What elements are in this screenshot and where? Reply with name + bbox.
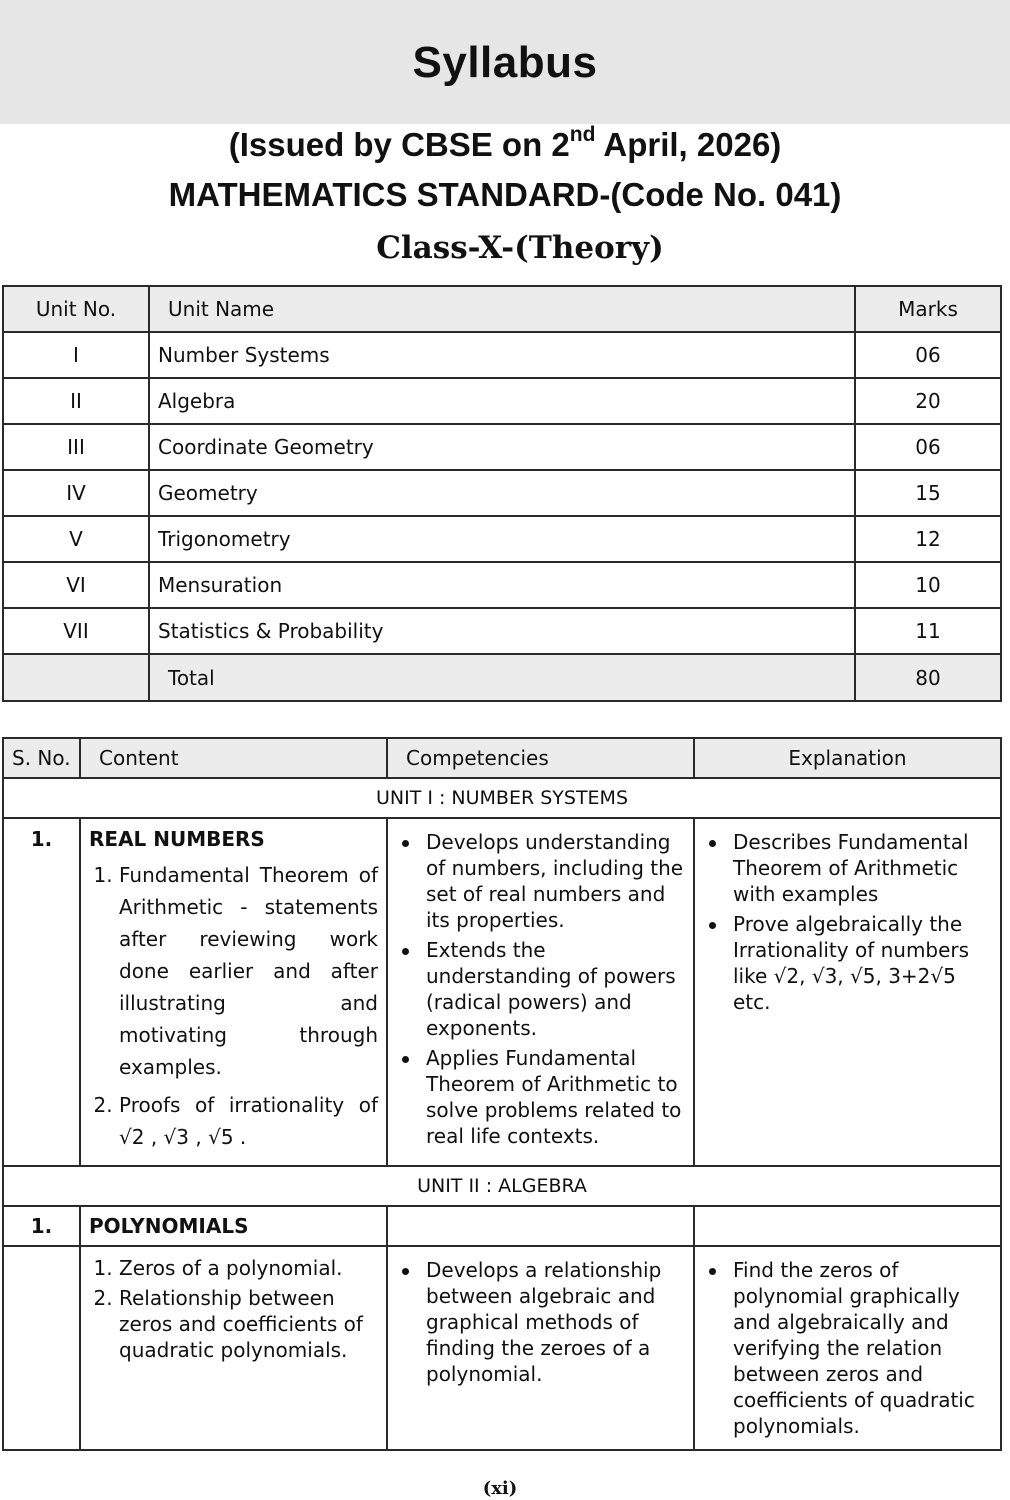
header-content: Content <box>80 738 387 778</box>
unit-name: Trigonometry <box>149 516 855 562</box>
list-item: Describes Fundamental Theorem of Arithmetic with examples <box>703 829 992 907</box>
bullet-icon <box>402 1056 409 1063</box>
table-row <box>3 424 1001 470</box>
topic-heading: POLYNOMIALS <box>80 1206 387 1246</box>
topic-list <box>89 859 378 1153</box>
table-row <box>3 562 1001 608</box>
unit-marks: 11 <box>855 608 1001 654</box>
header-marks: Marks <box>855 286 1001 332</box>
header-unit-no: Unit No. <box>3 286 149 332</box>
list-item: 2. Proofs of irrationality of √2 , √3 , √5 . <box>119 1089 378 1153</box>
bullet-icon <box>709 922 716 929</box>
list-item: 2. Relationship between zeros and coefficients of quadratic polynomials. <box>119 1285 378 1363</box>
header-sno: S. No. <box>3 738 80 778</box>
unit-marks: 12 <box>855 516 1001 562</box>
content-row <box>3 818 1001 1166</box>
unit-number: VII <box>3 608 149 654</box>
unit-marks: 10 <box>855 562 1001 608</box>
bullet-icon <box>709 1268 716 1275</box>
list-item: Develops a relationship between algebraic and graphical methods of finding the zeroes of a polynomial. <box>396 1257 685 1387</box>
total-marks: 80 <box>855 654 1001 701</box>
unit-number: I <box>3 332 149 378</box>
unit-heading-row <box>3 1166 1001 1206</box>
table-row <box>3 608 1001 654</box>
header-explanation: Explanation <box>694 738 1001 778</box>
list-item: Extends the understanding of powers (radical powers) and exponents. <box>396 937 685 1041</box>
list-item: Prove algebraically the Irrationality of numbers like √2, √3, √5, 3+2√5 etc. <box>703 911 992 1015</box>
class-title: Class-X-(Theory) <box>376 230 664 266</box>
bullet-icon <box>402 840 409 847</box>
content-cell <box>80 818 387 1166</box>
explanation-list <box>703 1257 992 1439</box>
explanation-cell <box>694 818 1001 1166</box>
unit-name: Geometry <box>149 470 855 516</box>
explanation-cell <box>694 1246 1001 1450</box>
list-item: 1. Zeros of a polynomial. <box>119 1255 378 1281</box>
unit-name: Algebra <box>149 378 855 424</box>
unit-name: Coordinate Geometry <box>149 424 855 470</box>
page-title: Syllabus <box>412 38 598 87</box>
topic-list <box>89 1255 378 1363</box>
list-item: Applies Fundamental Theorem of Arithmetic to solve problems related to real life contexts. <box>396 1045 685 1149</box>
competencies-cell <box>387 1246 694 1450</box>
content-header-row <box>3 738 1001 778</box>
marks-header-row <box>3 286 1001 332</box>
total-label: Total <box>149 654 855 701</box>
list-item: Develops understanding of numbers, including the set of real numbers and its properties. <box>396 829 685 933</box>
unit-name: Statistics & Probability <box>149 608 855 654</box>
unit-name: Number Systems <box>149 332 855 378</box>
serial-number: 1. <box>3 818 80 1166</box>
competency-list <box>396 829 685 1149</box>
unit-heading-row <box>3 778 1001 818</box>
list-item: Find the zeros of polynomial graphically and algebraically and verifying the relation between zeros and coefficients of quadratic polynomials. <box>703 1257 992 1439</box>
unit-name: Mensuration <box>149 562 855 608</box>
unit-marks: 15 <box>855 470 1001 516</box>
explanation-list <box>703 829 992 1015</box>
issued-line: (Issued by CBSE on 2nd April, 2026) <box>228 123 782 163</box>
table-row <box>3 378 1001 424</box>
unit-marks: 06 <box>855 332 1001 378</box>
unit-marks: 20 <box>855 378 1001 424</box>
total-row <box>3 654 1001 701</box>
content-row <box>3 1246 1001 1450</box>
unit-marks: 06 <box>855 424 1001 470</box>
empty-cell <box>3 1246 80 1450</box>
header-unit-name: Unit Name <box>149 286 855 332</box>
unit-heading: UNIT I : NUMBER SYSTEMS <box>3 778 1001 818</box>
list-item: 1. Fundamental Theorem of Arithmetic - statements after reviewing work done earlier and after illustrating and motivating through examples. <box>119 859 378 1083</box>
table-row <box>3 470 1001 516</box>
empty-cell <box>694 1206 1001 1246</box>
content-table <box>2 737 1002 1451</box>
serial-number: 1. <box>3 1206 80 1246</box>
unit-heading: UNIT II : ALGEBRA <box>3 1166 1001 1206</box>
competencies-cell <box>387 818 694 1166</box>
competency-list <box>396 1257 685 1387</box>
unit-number: VI <box>3 562 149 608</box>
total-empty-cell <box>3 654 149 701</box>
table-row <box>3 332 1001 378</box>
empty-cell <box>387 1206 694 1246</box>
unit-number: IV <box>3 470 149 516</box>
unit-number: III <box>3 424 149 470</box>
content-row <box>3 1206 1001 1246</box>
bullet-icon <box>402 948 409 955</box>
content-cell <box>80 1246 387 1450</box>
subject-title: MATHEMATICS STANDARD-(Code No. 041) <box>168 176 842 213</box>
marks-table <box>2 285 1002 702</box>
topic-heading: REAL NUMBERS <box>89 827 265 851</box>
bullet-icon <box>709 840 716 847</box>
table-row <box>3 516 1001 562</box>
bullet-icon <box>402 1268 409 1275</box>
header-competencies: Competencies <box>387 738 694 778</box>
page-number: (xi) <box>482 1478 518 1499</box>
unit-number: II <box>3 378 149 424</box>
unit-number: V <box>3 516 149 562</box>
